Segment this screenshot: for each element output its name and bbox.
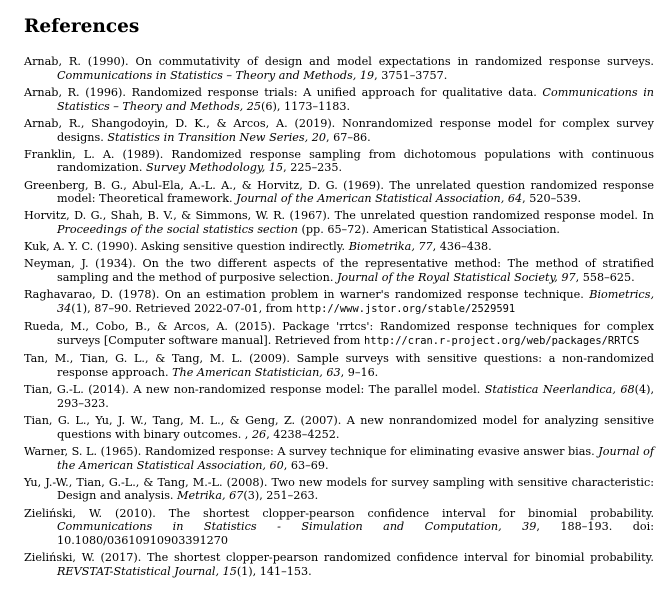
reference-entry: [24, 352, 654, 380]
reference-entry: [24, 148, 654, 176]
reference-text: (3), 251–263.: [243, 489, 319, 503]
reference-url: http://www.jstor.org/stable/2529591: [296, 303, 516, 316]
reference-source: Statistics in Transition New Series, 20: [107, 130, 326, 144]
reference-entry: [24, 117, 654, 145]
reference-text: , 67–86.: [326, 130, 371, 144]
reference-source: Statistica Neerlandica, 68: [484, 383, 635, 397]
reference-source: Communications in Statistics - Simulation and Computation, 39: [57, 520, 537, 534]
reference-text: , 4238–4252.: [266, 427, 340, 441]
reference-entry: [24, 240, 654, 254]
reference-text: , 558–625.: [575, 271, 635, 285]
reference-text: Tian, G.-L. (2014). A new non-randomized response model: The parallel model.: [24, 383, 485, 397]
reference-text: Neyman, J. (1934). On the two different aspects of the representative method: The method of stratified sampling and the method of purposive selection.: [24, 257, 654, 285]
reference-source: Journal of the American Statistical Association, 60: [57, 444, 654, 472]
reference-text: , 436–438.: [432, 240, 492, 254]
reference-text: (1), 87–90. Retrieved 2022-07-01, from: [71, 302, 297, 316]
reference-source: Survey Methodology, 15: [146, 161, 284, 175]
reference-text: , 188–193. doi: 10.1080/03610910903391270: [57, 520, 654, 548]
reference-source: 26: [251, 427, 267, 441]
reference-entry: [24, 179, 654, 207]
reference-source: Biometrics, 34: [57, 288, 654, 316]
reference-entry: [24, 257, 654, 285]
reference-source: Journal of the American Statistical Association, 64: [236, 192, 523, 206]
reference-text: (1), 141–153.: [236, 565, 312, 578]
reference-text: Arnab, R. (1996). Randomized response trials: A unified approach for qualitative data.: [24, 85, 543, 99]
reference-entry: [24, 288, 654, 317]
reference-text: Raghavarao, D. (1978). On an estimation problem in warner's randomized response technique.: [24, 288, 590, 302]
reference-entry: [24, 55, 654, 83]
reference-entry: [24, 445, 654, 473]
reference-entry: [24, 414, 654, 442]
reference-entry: [24, 476, 654, 504]
reference-source: Metrika, 67: [177, 489, 244, 503]
reference-text: (4), 293–323.: [57, 383, 654, 410]
reference-entry: [24, 320, 654, 349]
reference-text: Arnab, R. (1990). On commutativity of design and model expectations in randomized response surveys.: [24, 55, 654, 68]
reference-text: Tan, M., Tian, G. L., & Tang, M. L. (2009). Sample surveys with sensitive questions: a non-randomized response approach.: [24, 352, 654, 379]
reference-url: http://cran.r-project.org/web/packages/RRTCS: [363, 335, 640, 348]
reference-text: Kuk, A. Y. C. (1990). Asking sensitive question indirectly.: [24, 240, 349, 254]
reference-text: Greenberg, B. G., Abul-Ela, A.-L. A., & Horvitz, D. G. (1969). The unrelated question randomized response model: Theoretical framework.: [24, 178, 654, 206]
reference-source: Journal of the Royal Statistical Society, 97: [336, 271, 576, 285]
reference-text: (6), 1173–1183.: [261, 99, 351, 113]
reference-text: , 225–235.: [283, 161, 343, 175]
reference-entry: [24, 209, 654, 237]
reference-text: Zieliński, W. (2010). The shortest clopper-pearson confidence interval for binomial probability.: [24, 506, 654, 520]
reference-entry: [24, 507, 654, 548]
reference-text: , 520–539.: [522, 192, 582, 206]
reference-source: Biometrika, 77: [348, 240, 433, 254]
reference-text: Yu, J.-W., Tian, G.-L., & Tang, M.-L. (2008). Two new models for survey sampling with sensitive characteristic: Design and analysis.: [24, 475, 654, 503]
reference-list: [24, 55, 654, 579]
reference-text: Arnab, R., Shangodoyin, D. K., & Arcos, A. (2019). Nonrandomized response model for complex survey designs.: [24, 116, 654, 144]
reference-text: Franklin, L. A. (1989). Randomized response sampling from dichotomous populations with continuous randomization.: [24, 147, 654, 175]
reference-text: Horvitz, D. G., Shah, B. V., & Simmons, W. R. (1967). The unrelated question randomized response model. In: [24, 209, 654, 223]
reference-text: , 9–16.: [340, 365, 379, 379]
reference-entry: [24, 383, 654, 411]
section-heading: References: [24, 16, 140, 37]
reference-entry: [24, 551, 654, 579]
reference-text: , 3751–3757.: [374, 68, 448, 82]
reference-source: Communications in Statistics – Theory and Methods, 25: [57, 85, 654, 113]
reference-text: Tian, G. L., Yu, J. W., Tang, M. L., & Geng, Z. (2007). A new nonrandomized model for analyzing sensitive questions with binary outcomes. ,: [24, 413, 654, 441]
reference-text: Rueda, M., Cobo, B., & Arcos, A. (2015). Package 'rrtcs': Randomized response techniques for complex surveys [Computer software manual]. Retrieved from: [24, 320, 654, 348]
reference-text: Zieliński, W. (2017). The shortest clopper-pearson randomized confidence interval for binomial probability.: [24, 551, 654, 565]
reference-entry: [24, 86, 654, 114]
reference-source: REVSTAT-Statistical Journal, 15: [57, 565, 237, 578]
reference-source: Communications in Statistics – Theory and Methods, 19: [57, 68, 375, 82]
reference-source: Proceedings of the social statistics section: [57, 223, 298, 237]
reference-text: Warner, S. L. (1965). Randomized response: A survey technique for eliminating evasive answer bias.: [24, 444, 599, 458]
reference-text: , 63–69.: [283, 458, 329, 472]
reference-source: The American Statistician, 63: [172, 365, 341, 379]
reference-text: (pp. 65–72). American Statistical Association.: [297, 223, 560, 237]
